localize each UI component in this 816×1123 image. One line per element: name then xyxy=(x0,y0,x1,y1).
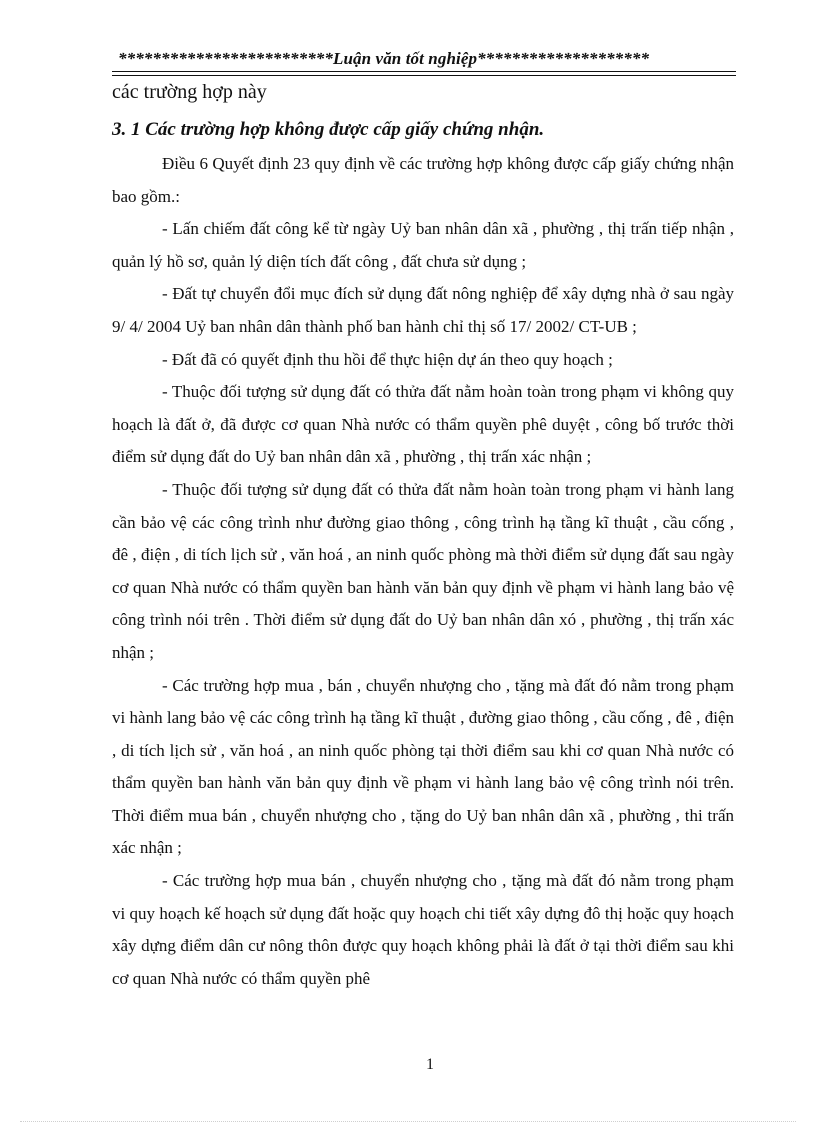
paragraph-item: - Thuộc đối tượng sử dụng đất có thửa đất nằm hoàn toàn trong phạm vi không quy hoạch là đất ở, đã được cơ quan Nhà nước có thẩm quyền phê duyệt , công bố trước thời điểm sử dụng đất do Uỷ ban nhân dân xã , phường , thị trấn xác nhận ; xyxy=(112,382,734,467)
header-rule-thick xyxy=(112,71,736,72)
header-rule-thin xyxy=(112,75,736,76)
page-bottom-rule xyxy=(20,1121,796,1122)
page-number: 1 xyxy=(426,1056,434,1073)
section-heading: 3. 1 Các trường hợp không được cấp giấy chứng nhận. xyxy=(112,119,545,140)
paragraph-intro: Điều 6 Quyết định 23 quy định về các trường hợp không được cấp giấy chứng nhận bao gồm.: xyxy=(112,154,734,206)
paragraph-item: - Thuộc đối tượng sử dụng đất có thửa đất nằm hoàn toàn trong phạm vi hành lang cần bảo vệ các công trình như đường giao thông , công trình hạ tầng kĩ thuật , cầu cống , đê , điện , di tích lịch sử , văn hoá , an ninh quốc phòng mà thời điểm sử dụng đất sau ngày cơ quan Nhà nước có thẩm quyền ban hành văn bản quy định về phạm vi hành lang bảo vệ công trình nói trên . Thời điểm sử dụng đất do Uỷ ban nhân dân xó , phường , thị trấn xác nhận ; xyxy=(112,479,734,662)
continuation-line: các trường hợp này xyxy=(112,81,267,103)
body-text xyxy=(112,148,734,995)
paragraph-item: - Đất tự chuyển đổi mục đích sử dụng đất nông nghiệp để xây dựng nhà ở sau ngày 9/ 4/ 2004 Uỷ ban nhân dân thành phố ban hành chỉ thị số 17/ 2002/ CT-UB ; xyxy=(112,284,734,336)
running-header: *************************Luận văn tốt nghiệp******************** xyxy=(118,49,650,68)
paragraph-item: - Đất đã có quyết định thu hồi để thực hiện dự án theo quy hoạch ; xyxy=(162,349,613,369)
paragraph-item: - Lấn chiếm đất công kể từ ngày Uỷ ban nhân dân xã , phường , thị trấn tiếp nhận , quản lý hồ sơ, quản lý diện tích đất công , đất chưa sử dụng ; xyxy=(112,219,734,271)
paragraph-item: - Các trường hợp mua bán , chuyển nhượng cho , tặng mà đất đó nằm trong phạm vi quy hoạch kế hoạch sử dụng đất hoặc quy hoạch chi tiết xây dựng đô thị hoặc quy hoạch xây dựng điểm dân cư nông thôn được quy hoạch không phải là đất ở tại thời điểm sau khi cơ quan Nhà nước có thẩm quyền phê xyxy=(112,871,734,988)
paragraph-item: - Các trường hợp mua , bán , chuyển nhượng cho , tặng mà đất đó nằm trong phạm vi hành lang bảo vệ các công trình hạ tầng kĩ thuật , đường giao thông , cầu cống , đê , điện , di tích lịch sử , văn hoá , an ninh quốc phòng tại thời điểm sau khi cơ quan Nhà nước có thẩm quyền ban hành văn bản quy định về phạm vi hành lang bảo vệ công trình nói trên. Thời điểm mua bán , chuyển nhượng cho , tặng do Uỷ ban nhân dân xã , phường , thi trấn xác nhận ; xyxy=(112,675,734,858)
